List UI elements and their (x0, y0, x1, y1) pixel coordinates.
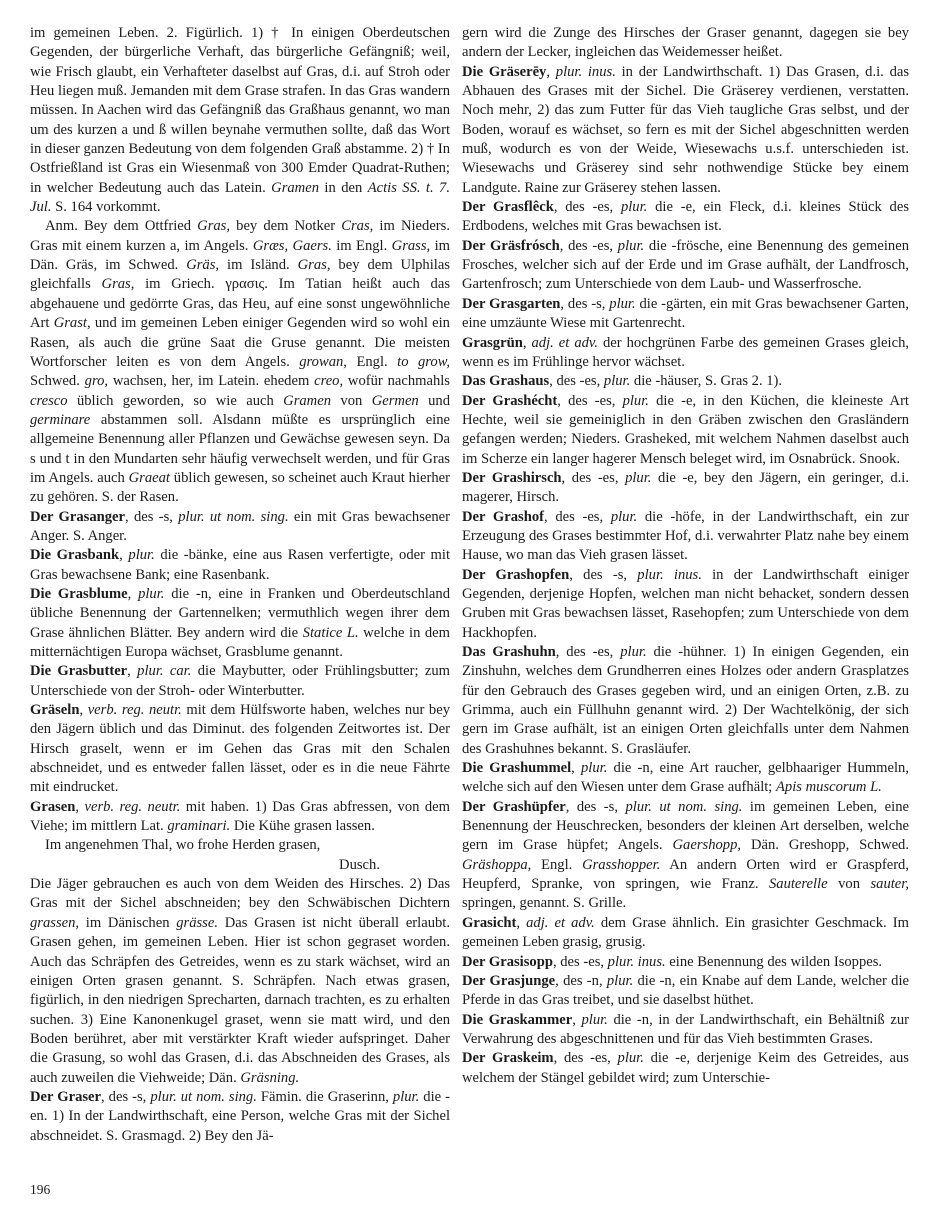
text-run: Anm. Bey dem Ottfried (45, 218, 198, 235)
paragraph (30, 701, 450, 798)
text-run: An andern Orten wird er Graspferd, Heupferd, Spranke, von springen, wie Franz. (462, 856, 910, 893)
paragraph (30, 217, 450, 507)
text-run: plur. (617, 237, 645, 254)
text-run: dem Grase ähnlich. Ein grasichter Geschmack. Im gemeinen Leben grasig, grusig. (462, 914, 910, 951)
text-run: adj. et adv. (526, 914, 595, 931)
text-run: plur. (138, 585, 165, 602)
paragraph (462, 566, 909, 643)
text-run: in der Landwirthschaft. 1) Das Grasen, d.i. das Abhauen des Grases mit der Sichel. Die Gräserey verdienen, verstatten. Noch mehr, 2) das zum Futter für das Vieh taugliche Gras selbst, und der Boden, worauf es wächset, so fern es mit der Sichel abgeschnitten werden muß, wodurch es von der Weide, Wiesewachs u.s.f. unterschieden ist. Wiesewachs und Gräserey sind sehr nothwendige Stücke bey einem Landgute. Raine zur Gräserey stehen lassen. (462, 63, 910, 196)
text-run: im gemeinen Leben. 2. Figürlich. 1) † In einigen Oberdeutschen Gegenden, der bürgerliche Verhaft, das bürgerliche Gefängniß; weil, wie Frisch glaubt, ein Verhafteter daselbst auf Gras, d.i. auf Stroh oder Heu liegen muß. Jemanden mit dem Grase strafen. In das Gras wandern müssen. In Aachen wird das Gefängniß das Graßhaus genannt, wo man um des kurzen a und ß willen beynahe vermuthen sollte, daß das Wort in dieser ganzen Bedeutung von dem folgenden Graß abstamme. 2) † In Ostfrießland ist Gras ein Wiesenmaß von 300 Emder Quadrat-Ruthen; in welcher Bedeutung auch das Latein. (30, 25, 450, 196)
text-run: mit haben. 1) Das Gras abfressen, von dem Viehe; im mittlern Lat. (30, 798, 450, 835)
entry-headword: Der Grasanger (30, 508, 126, 525)
entry-headword: Grasgrün (462, 334, 523, 351)
page-number: 196 (30, 1182, 51, 1197)
text-run: Apis muscorum L. (776, 779, 882, 796)
paragraph (30, 1088, 450, 1146)
text-run: Die Kühe grasen lassen. (230, 818, 375, 835)
entry-headword: Das Grashaus (462, 373, 550, 390)
text-run: im Isländ. (219, 257, 298, 274)
text-run: die -gärten, ein mit Gras bewachsener Garten, eine umzäunte Wiese mit Gartenrecht. (462, 295, 909, 332)
text-run: grassen, (30, 914, 80, 931)
entry-headword: Der Grasisopp (462, 953, 553, 970)
text-run: von (331, 392, 372, 409)
entry-headword: Der Grashopfen (462, 566, 570, 583)
paragraph (30, 856, 450, 875)
text-run: die -en. 1) In der Landwirthschaft, eine Person, welche Gras mit der Sichel abschneidet. S. Grasmagd. 2) Bey den Jä- (30, 1088, 450, 1144)
text-run: und im gemeinen Leben einiger Gegenden wird so wohl ein Rasen, als auch die grüne Saat die Gruse genannt. Die meisten Wortforscher leiten es von dem Angels. (30, 315, 450, 370)
text-run: Actis SS. t. 7. Jul. (30, 179, 450, 216)
text-run: growan, (299, 353, 347, 370)
text-run: , des -s, (569, 566, 638, 583)
entry-headword: Die Grashummel (462, 760, 572, 777)
text-run: , des -es, (553, 199, 621, 216)
text-run: Gräshoppa, (462, 856, 532, 873)
entry-headword: Grasen (30, 798, 76, 815)
text-run: gern wird die Zunge des Hirsches der Graser genannt, dagegen sie bey andern der Lecker, ingleichen das Weidemesser heißet. (462, 25, 909, 61)
text-run: die -n, in der Landwirthschaft, ein Behältniß zur Verwahrung des abgeschnittenen und für das Vieh bestimmten Grases. (462, 1011, 909, 1047)
paragraph (462, 334, 909, 373)
text-run: im Engl. (331, 237, 392, 254)
text-run: , des -es, (557, 392, 623, 409)
text-run: die -n, eine Art raucher, gelbhaariger Hummeln, welche sich auf den Wiesen unter dem Grase aufhält; (462, 760, 910, 796)
entry-headword: Der Grasflêck (462, 199, 554, 216)
entry-headword: Die Grasblume (30, 585, 128, 602)
text-run: die -bänke, eine aus Rasen verfertigte, oder mit Gras bewachsene Bank; eine Rasenbank. (30, 547, 451, 583)
paragraph (462, 1011, 909, 1050)
text-run: Gramen (283, 392, 332, 409)
paragraph (30, 24, 450, 217)
text-run: Gräsning. (240, 1069, 300, 1086)
text-run: die -frösche, eine Benennung des gemeinen Frosches, welcher sich auf der Erde und im Grase aufhält, der Landfrosch, Gartenfrosch; zum Unterschiede von dem Laub- und Wasserfrosche. (462, 237, 910, 293)
text-run: Gräs, (186, 257, 220, 274)
paragraph (462, 392, 909, 469)
text-run: die -e, ein Fleck, d.i. kleines Stück des Erdbodens, welches mit Gras bewachsen ist. (462, 199, 909, 235)
text-run: plur. (609, 295, 636, 312)
text-run: die -e, in den Küchen, die kleineste Art Hechte, weil sie gemeiniglich in den Gräben zwischen den Grasländern gefangen werden; Nieders. Grasheked, mit welchem Nahmen daselbst auch im Scherze ein langer hagerer Mensch beleget wird, im Osnabrück. Snook. (462, 392, 909, 467)
text-run: Das Grasen ist nicht überall erlaubt. Grasen gehen, im gemeinen Leben. Hier ist schon gegraset worden. Auch das Schräpfen des Getreides, wenn es zu stark wächset, wird an einigen Orten grasen genannt. S. Schräpfen. Nach etwas grasen, figürlich, in den niedrigen Sprecharten, darnach trachten, es zu erhalten suchen. 3) Eine Kanonenkugel graset, wenn sie matt wird, und den Boden berühret, aber mit verstärkter Kraft wieder aufspringet. Daher die Grasung, so wohl das Grasen, d.i. das Abschneiden des Grases, als auch zuweilen die Viehweide; Dän. (30, 914, 450, 1086)
text-run: germinare (30, 411, 91, 428)
text-run: im Nieders. Gras mit einem kurzen a, im Angels. (30, 218, 450, 254)
text-run: Engl. (346, 353, 398, 370)
text-run: die -höfe, in der Landwirthschaft, ein zur Erzeugung des Grases bestimmter Hof, d.i. verwahrter Platz nahe bey einem Hause, wo man das Vieh grasen lässet. (462, 508, 909, 564)
paragraph (462, 1049, 909, 1088)
text-run: Gras, (101, 276, 135, 293)
text-run: die Maybutter, oder Frühlingsbutter; zum Unterschiede von der Stroh- oder Winterbutter. (30, 663, 451, 699)
text-run: plur. (620, 644, 647, 660)
text-run: Grass, (391, 237, 431, 254)
paragraph (462, 759, 909, 798)
text-run: Grasshopper. (582, 856, 661, 873)
text-run: , des -es, (559, 237, 618, 254)
text-run: springen, genannt. S. Grille. (462, 895, 627, 912)
text-run: ein mit Gras bewachsener Anger. S. Anger. (30, 508, 450, 544)
entry-headword: Der Grashirsch (462, 469, 562, 486)
text-run: , des -n, (555, 972, 607, 989)
text-run: die -e, derjenige Keim des Getreides, aus welchem der Stängel gebildet wird; zum Unterschie- (462, 1050, 909, 1086)
text-run: plur. (603, 373, 631, 390)
paragraph (30, 585, 450, 662)
text-run: die -hühner. 1) In einigen Gegenden, ein Zinshuhn, welches dem Grundherren eines Holzes oder andern Grasplatzes für den Gebrauch des Grases gegeben wird, und an einigen Orten, z.B. zu Grimma, auch ein Füllhuhn genannt wird. 2) Der Wachtelkönig, der sich gern im Grase aufhält, ist an einigen Orten gleichfalls unter dem Nahmen des Grashuhnes bekannt. S. Grasläufer. (462, 644, 910, 757)
text-run: plur. (128, 547, 155, 564)
text-run: die -n, ein Knabe auf dem Lande, welcher die Pferde in das Gras treibet, und sie daselbst hüthet. (462, 972, 909, 1009)
text-run: plur. (581, 760, 608, 777)
text-run: creo, (314, 373, 344, 390)
text-run: plur. ut nom. sing. (625, 798, 743, 815)
text-run: wachsen, her, im Latein. ehedem (108, 373, 315, 390)
entry-headword: Der Grasjunge (462, 972, 556, 989)
text-run: plur. (581, 1011, 608, 1028)
text-run: , (571, 760, 581, 777)
entry-headword: Die Grasbutter (30, 663, 128, 680)
text-run: die -n, eine in Franken und Oberdeutschland übliche Benennung der Gartennelken; vermuthlich wegen ihrer dem Grase ähnlichen Blätter. Bey andern wird die (30, 585, 451, 641)
text-run: plur. inus. (607, 953, 666, 970)
text-run: , des -es, (555, 644, 621, 660)
text-run: Germen (371, 392, 419, 409)
text-run: plur. (620, 199, 648, 216)
paragraph (462, 63, 909, 198)
text-run: Cras, (341, 218, 374, 235)
text-run: , des -s, (125, 508, 179, 525)
text-run: , (516, 914, 527, 931)
text-run: to grow, (397, 353, 450, 370)
text-run: plur. inus. (555, 63, 616, 80)
text-run: , (79, 702, 88, 719)
text-run: Grast, (53, 315, 91, 332)
text-run: , des -s, (101, 1088, 151, 1105)
text-run: Gramen (271, 179, 320, 196)
text-run: , des -es, (552, 953, 608, 970)
text-run: , des -es, (549, 373, 604, 390)
entry-headword: Das Grashuhn (462, 644, 556, 660)
text-run: plur. ut nom. sing. (178, 508, 289, 525)
text-run: sauter, (870, 876, 909, 893)
text-run: Gaershopp, (672, 837, 742, 854)
text-run: plur. (606, 972, 634, 989)
text-run: Graeat (128, 469, 170, 486)
entry-headword: Der Graskeim (462, 1050, 554, 1067)
entry-headword: Die Grasbank (30, 547, 120, 564)
paragraph (462, 643, 909, 759)
text-run: graminari. (167, 818, 231, 835)
text-run: plur. (617, 1050, 644, 1067)
column-right (462, 24, 909, 1146)
paragraph (462, 798, 909, 914)
paragraph (462, 372, 909, 391)
text-run: Die Jäger gebrauchen es auch von dem Weiden des Hirsches. 2) Das Gras mit der Sichel abschneiden; bey den Schwäbischen Dichtern (30, 876, 450, 912)
entry-headword: Der Grashécht (462, 392, 558, 409)
paragraph (30, 798, 450, 837)
text-run: in der Landwirthschaft einiger Gegenden, derjenige Hopfen, welchen man nicht behacket, sondern dessen Gruben mit Gras bewachsen lässet, Rasehopfen; zum Unterschiede von dem Hackhopfen. (462, 566, 909, 641)
text-run: im Dän. Gräs, im Schwed. (30, 237, 451, 274)
text-run: Gras, (197, 218, 231, 235)
text-run: plur. inus. (637, 566, 702, 583)
text-run: , (572, 1011, 582, 1028)
text-run: bey dem Ulphilas gleichfalls (30, 257, 450, 293)
text-run: im Dänischen (79, 914, 177, 931)
paragraph (30, 546, 450, 585)
paragraph (462, 972, 909, 1011)
text-run: grässe. (176, 914, 218, 931)
text-run: im gemeinen Leben, eine Benennung der Heuschrecken, besonders der kleinen Art derselben, welche gern im Grase hüpfet; Angels. (462, 798, 909, 854)
text-run: der hochgrünen Farbe des gemeinen Grases gleich, wenn es im Frühlinge hervor wächset. (462, 334, 910, 370)
text-run: , (75, 798, 85, 815)
text-run: im Griech. γρασις. Im Tatian heißt auch das abgehauene und gedörrte Gras, das Heu, auf eine sonst ungewöhnliche Art (30, 276, 451, 332)
text-run: Dusch. (339, 856, 380, 873)
text-run: , (127, 663, 138, 680)
text-run: üblich geworden, so wie auch (67, 392, 284, 409)
text-run: , des -s, (560, 295, 610, 312)
text-run: Græs, Gaers. (252, 237, 332, 254)
text-run: und (418, 392, 451, 409)
text-run: , (119, 547, 129, 564)
text-run: plur. ut nom. sing. (150, 1088, 257, 1105)
paragraph (462, 198, 909, 237)
entry-headword: Der Gräsfrósch (462, 237, 560, 254)
text-run: , des -es, (544, 508, 611, 525)
paragraph (462, 24, 909, 63)
text-run: plur. (610, 508, 638, 525)
paragraph (462, 953, 909, 972)
text-run: plur. (622, 392, 649, 409)
text-run: Fämin. die Graserinn, (256, 1088, 393, 1105)
text-run: , (522, 334, 532, 351)
text-run: Statice L. (302, 624, 359, 641)
text-run: die -häuser, S. Gras 2. 1). (630, 373, 783, 390)
text-run: adj. et adv. (531, 334, 598, 351)
text-run: , des -s, (565, 798, 626, 815)
text-run: plur. (625, 469, 652, 486)
text-run: , des -es, (553, 1050, 618, 1067)
text-run: bey dem Notker (230, 218, 342, 235)
paragraph (462, 508, 909, 566)
entry-headword: Grasicht (462, 914, 517, 931)
entry-headword: Die Gräserēy (462, 63, 547, 80)
text-run: eine Benennung des wilden Isoppes. (665, 953, 883, 970)
paragraph (462, 469, 909, 508)
text-run: mit dem Hülfsworte haben, welches nur bey den Jägern üblich und das Diminut. des folgenden Zeitwortes ist. Der Hirsch graselt, wenn er im Gehen das Gras mit den Schalen abschneidet, und es entweder fallen lässet, oder es in die neue Fährte mit eindrucket. (30, 702, 450, 796)
text-run: Im angenehmen Thal, wo frohe Herden grasen, (45, 837, 321, 854)
paragraph (30, 508, 450, 547)
text-run: , (546, 63, 556, 80)
entry-headword: Der Grasgarten (462, 295, 561, 312)
text-run: verb. reg. neutr. (84, 798, 181, 815)
text-run: Schwed. (30, 373, 85, 390)
text-run: Engl. (531, 856, 583, 873)
paragraph (462, 295, 909, 334)
text-run: Gras, (297, 257, 331, 274)
text-run: verb. reg. neutr. (87, 702, 182, 719)
text-run: , des -es, (561, 469, 626, 486)
text-run: wofür nachmahls (343, 373, 450, 390)
text-run: gro, (84, 373, 109, 390)
text-run: plur. (392, 1088, 420, 1105)
paragraph (30, 662, 450, 701)
text-run: in den (319, 179, 368, 196)
text-run: Sauterelle (768, 876, 828, 893)
text-run: cresco (30, 392, 68, 409)
entry-headword: Der Grashof (462, 508, 544, 525)
text-run: die -e, bey den Jägern, ein geringer, d.i. magerer, Hirsch. (462, 469, 909, 506)
entry-headword: Der Grashüpfer (462, 798, 566, 815)
text-run: abstammen soll. Alsdann müßte es ursprünglich eine allgemeine Benennung aller Pflanzen und Gewächse gewesen seyn. Da s und t in den Mundarten sehr häufig verwechselt werden, und für Gras im Angels. auch (30, 411, 450, 486)
text-run: , (127, 585, 139, 602)
paragraph (462, 914, 909, 953)
entry-headword: Der Graser (30, 1088, 102, 1105)
text-run: von (827, 876, 871, 893)
paragraph (30, 875, 450, 1088)
entry-headword: Gräseln (30, 702, 80, 719)
paragraph (30, 836, 450, 855)
column-left (30, 24, 450, 1146)
text-run: S. 164 vorkommt. (51, 199, 161, 216)
text-run: Dän. Greshopp, Schwed. (741, 837, 910, 854)
text-run: plur. car. (137, 663, 192, 680)
paragraph (462, 237, 909, 295)
text-run: welche in dem mitternächtigen Europa wächset, Grasblume genannt. (30, 624, 450, 660)
text-run: üblich gewesen, so scheinet auch Kraut hierher zu gehören. S. der Rasen. (30, 469, 450, 506)
entry-headword: Die Graskammer (462, 1011, 573, 1028)
